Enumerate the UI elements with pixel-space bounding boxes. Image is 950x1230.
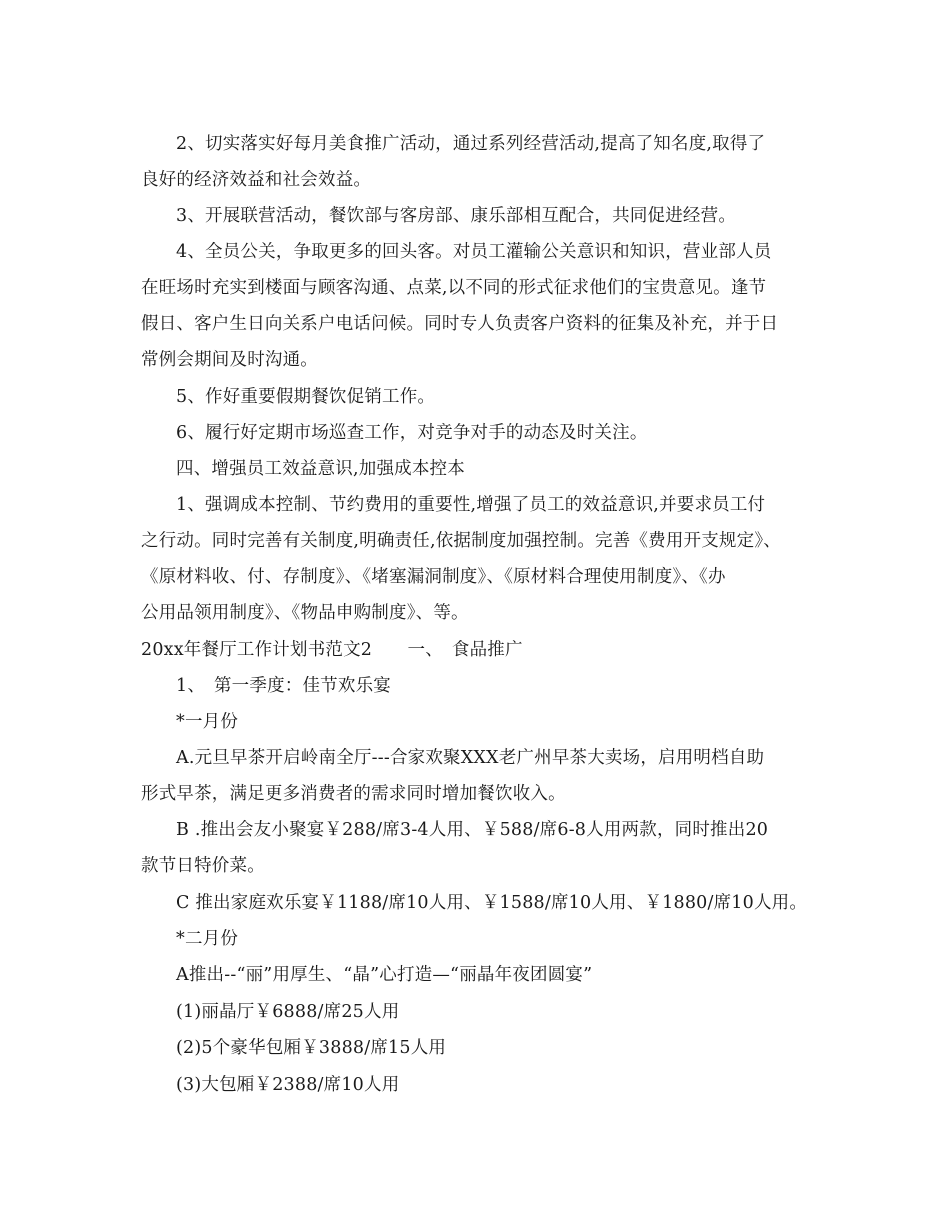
text-line: 1、 第一季度：佳节欢乐宴 [176,676,391,696]
document-subtitle: 20xx年餐厅工作计划书范文2 一、 食品推广 [141,640,523,660]
text-line: 良好的经济效益和社会效益。 [141,170,372,190]
text-line: 《原材料收、付、存制度》、《堵塞漏洞制度》、《原材料合理使用制度》、《办 [141,567,726,587]
text-line: B .推出会友小聚宴￥288/席3-4人用、￥588/席6-8人用两款，同时推出20 [176,820,769,840]
text-line: 5、作好重要假期餐饮促销工作。 [176,387,436,407]
text-line: (3)大包厢￥2388/席10人用 [176,1075,400,1095]
text-line: 款节日特价菜。 [141,856,265,876]
text-line: 形式早茶，满足更多消费者的需求同时增加餐饮收入。 [141,784,566,804]
text-line: 在旺场时充实到楼面与顾客沟通、点菜,以不同的形式征求他们的宝贵意见。逢节 [141,278,767,298]
text-line: 公用品领用制度》、《物品申购制度》、等。 [141,603,469,623]
text-line: (1)丽晶厅￥6888/席25人用 [176,1002,400,1022]
section-heading: 四、增强员工效益意识,加强成本控本 [176,459,465,479]
text-line: A推出--“丽”用厚生、“晶”心打造—“丽晶年夜团圆宴” [176,965,593,985]
text-line: 假日、客户生日向关系户电话问候。同时专人负责客户资料的征集及补充，并于日 [141,314,779,334]
text-line: *一月份 [176,712,239,732]
text-line: 常例会期间及时沟通。 [141,350,318,370]
text-line: 6、履行好定期市场巡查工作，对竞争对手的动态及时关注。 [176,423,648,443]
text-line: 之行动。同时完善有关制度,明确责任,依据制度加强控制。完善《费用开支规定》、 [141,531,781,551]
text-line: C 推出家庭欢乐宴￥1188/席10人用、￥1588/席10人用、￥1880/席10人用。 [176,893,808,913]
text-line: 3、开展联营活动，餐饮部与客房部、康乐部相互配合，共同促进经营。 [176,206,737,226]
text-line: 2、切实落实好每月美食推广活动，通过系列经营活动,提高了知名度,取得了 [176,134,766,154]
text-line: (2)5个豪华包厢￥3888/席15人用 [176,1038,447,1058]
text-line: 4、全员公关，争取更多的回头客。对员工灌输公关意识和知识，营业部人员 [176,242,772,262]
text-line: *二月份 [176,929,239,949]
text-line: A.元旦早茶开启岭南全厅---合家欢聚XXX老广州早茶大卖场，启用明档自助 [176,748,765,768]
text-line: 1、强调成本控制、节约费用的重要性,增强了员工的效益意识,并要求员工付 [176,495,766,515]
